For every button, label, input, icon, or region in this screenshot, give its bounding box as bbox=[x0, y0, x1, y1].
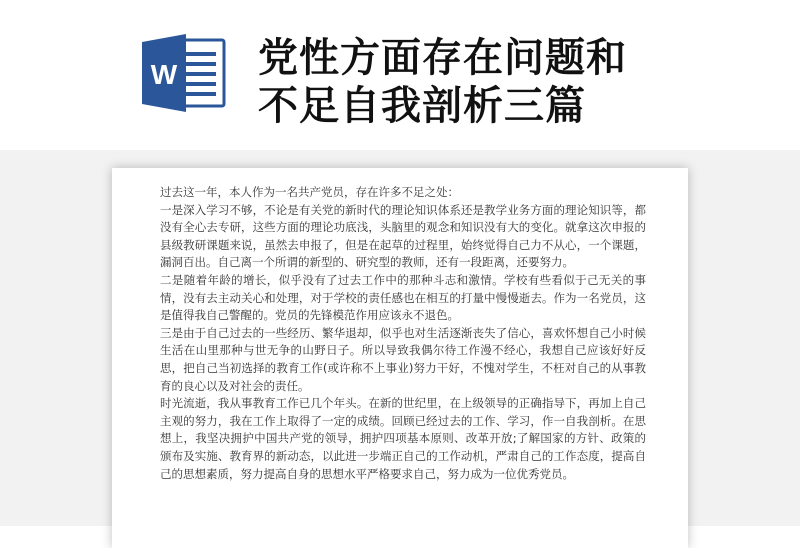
paragraph-intro: 过去这一年，本人作为一名共产党员，存在许多不足之处： bbox=[160, 185, 459, 199]
paragraph-point-1: 一是深入学习不够，不论是有关党的新时代的理论知识体系还是教学业务方面的理论知识等，都没有全心去专研，这些方面的理论功底浅，头脑里的观念和知识没有大的变化。就拿这次申报的县级教研课题来说，虽然去申报了，但是在起草的过程里，始终觉得自己力不从心，一个课题，漏洞百出。自己离一个所谓的新型的、研究型的教师，还有一段距离，还要努力。 bbox=[160, 202, 646, 270]
paragraph-point-3: 三是由于自己过去的一些经历、繁华退却，似乎也对生活逐渐丧失了信心，喜欢怀想自己小时候生活在山里那种与世无争的山野日子。所以导致我偶尔待工作漫不经心，我想自己应该好好反思，把自己当初选择的教育工作(或许称不上事业)努力干好，不愧对学生，不枉对自己的从事教育的良心以及对社会的责任。 bbox=[160, 325, 646, 393]
document-page bbox=[112, 168, 688, 548]
paragraph-summary: 时光流逝，我从事教育工作已几个年头。在新的世纪里，在上级领导的正确指导下，再加上自己主观的努力，我在工作上取得了一定的成绩。回顾已经过去的工作、学习，作一自我剖析。在思想上，我坚决拥护中国共产党的领导，拥护四项基本原则、改革开放;了解国家的方针、政策的颁布及实施、教育界的新动态，以此进一步端正自己的工作动机，严肃自己的工作态度，提高自己的思想素质，努力提高自身的思想水平严格要求自己，努力成为一位优秀党员。 bbox=[160, 396, 646, 481]
document-body bbox=[160, 184, 646, 483]
paragraph-point-2: 二是随着年龄的增长，似乎没有了过去工作中的那种斗志和激情。学校有些看似于己无关的事情，没有去主动关心和处理，对于学校的责任感也在相互的打量中慢慢逝去。作为一名党员，这是值得我自己警醒的。党员的先锋模范作用应该永不退色。 bbox=[160, 272, 646, 323]
page-title bbox=[258, 34, 778, 130]
title-line-1: 党性方面存在问题和 bbox=[258, 35, 627, 81]
title-line-2: 不足自我剖析三篇 bbox=[258, 83, 586, 129]
word-document-icon bbox=[142, 34, 226, 112]
word-icon-letter: W bbox=[150, 59, 178, 90]
header bbox=[0, 0, 800, 150]
